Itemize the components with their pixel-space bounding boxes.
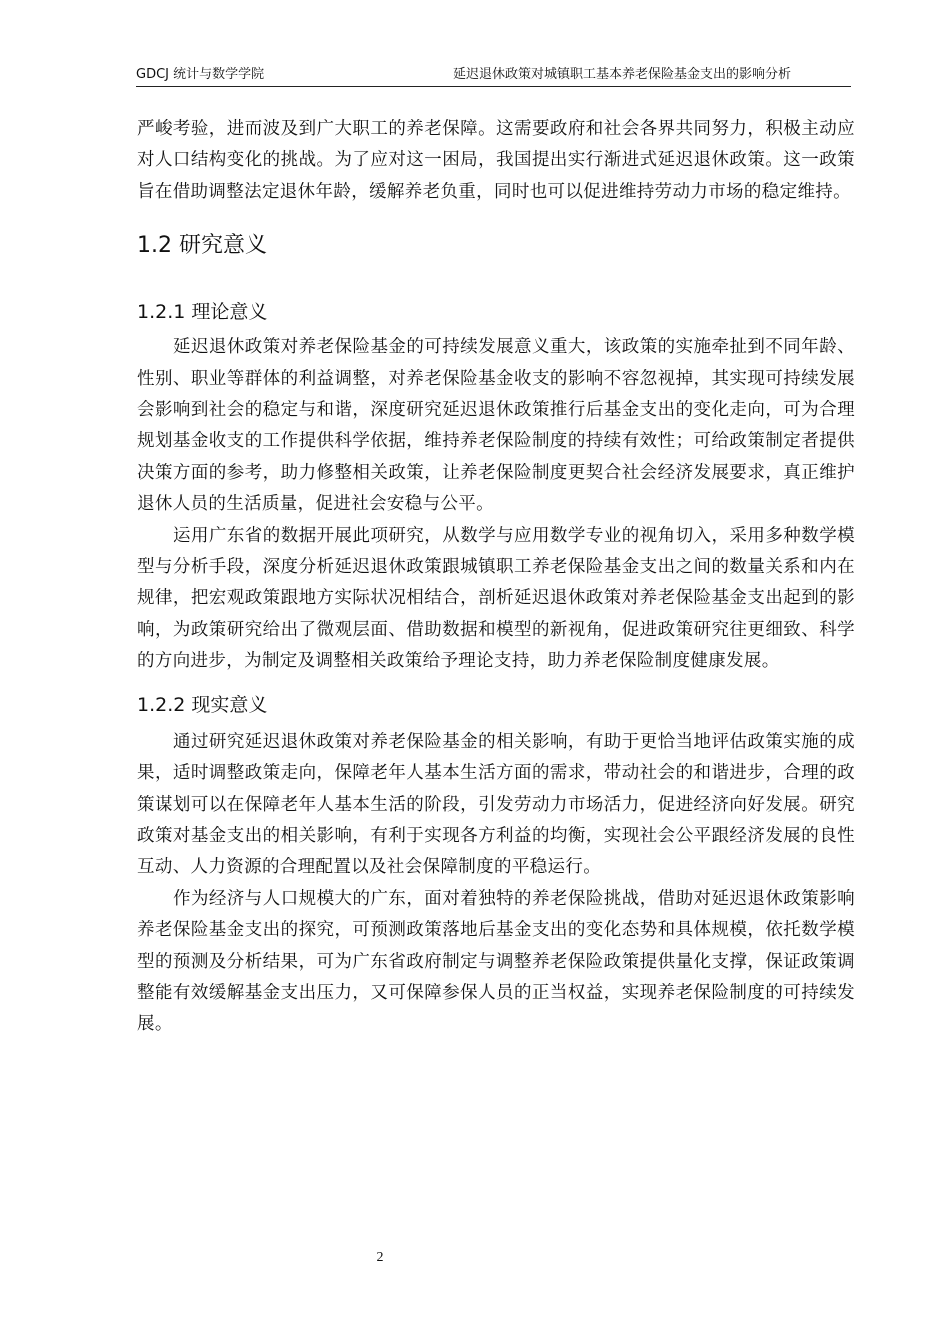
subsection-heading-1-2-2: 1.2.2 现实意义: [137, 693, 268, 716]
page-content: [137, 114, 855, 1041]
paragraph-theory-1: 延迟退休政策对养老保险基金的可持续发展意义重大，该政策的实施牵扯到不同年龄、性别、职业等群体的利益调整，对养老保险基金收支的影响不容忽视掉，其实现可持续发展会影响到社会的稳定与和谐，深度研究延迟退休政策推行后基金支出的变化走向，可为合理规划基金收支的工作提供科学依据，维持养老保险制度的持续有效性；可给政策制定者提供决策方面的参考，助力修整相关政策，让养老保险制度更契合社会经济发展要求，真正维护退休人员的生活质量，促进社会安稳与公平。: [137, 337, 855, 515]
header-title: 延迟退休政策对城镇职工基本养老保险基金支出的影响分析: [452, 67, 791, 82]
paragraph-practice-2: 作为经济与人口规模大的广东，面对着独特的养老保险挑战，借助对延迟退休政策影响养老保险基金支出的探究，可预测政策落地后基金支出的变化态势和具体规模，依托数学模型的预测及分析结果，可为广东省政府制定与调整养老保险政策提供量化支撑，保证政策调整能有效缓解基金支出压力，又可保障参保人员的正当权益，实现养老保险制度的可持续发展。: [137, 888, 855, 1035]
page-header: [136, 66, 851, 87]
header-institution: GDCJ 统计与数学学院: [136, 67, 265, 82]
paragraph-practice-1: 通过研究延迟退休政策对养老保险基金的相关影响，有助于更恰当地评估政策实施的成果，适时调整政策走向，保障老年人基本生活方面的需求，带动社会的和谐进步，合理的政策谋划可以在保障老年人基本生活的阶段，引发劳动力市场活力，促进经济向好发展。研究政策对基金支出的相关影响，有利于实现各方利益的均衡，实现社会公平跟经济发展的良性互动、人力资源的合理配置以及社会保障制度的平稳运行。: [137, 731, 855, 878]
paragraph-theory-2: 运用广东省的数据开展此项研究，从数学与应用数学专业的视角切入，采用多种数学模型与分析手段，深度分析延迟退休政策跟城镇职工养老保险基金支出之间的数量关系和内在规律，把宏观政策跟地方实际状况相结合，剖析延迟退休政策对养老保险基金支出起到的影响，为政策研究给出了微观层面、借助数据和模型的新视角，促进政策研究往更细致、科学的方向进步，为制定及调整相关政策给予理论支持，助力养老保险制度健康发展。: [137, 525, 855, 672]
intro-paragraph: 严峻考验，进而波及到广大职工的养老保障。这需要政府和社会各界共同努力，积极主动应对人口结构变化的挑战。为了应对这一困局，我国提出实行渐进式延迟退休政策。这一政策旨在借助调整法定退休年龄，缓解养老负重，同时也可以促进维持劳动力市场的稳定维持。: [137, 119, 855, 202]
subsection-heading-1-2-1: 1.2.1 理论意义: [137, 301, 268, 324]
page-number: 2: [376, 1250, 384, 1265]
section-heading-1-2: 1.2 研究意义: [137, 233, 267, 259]
